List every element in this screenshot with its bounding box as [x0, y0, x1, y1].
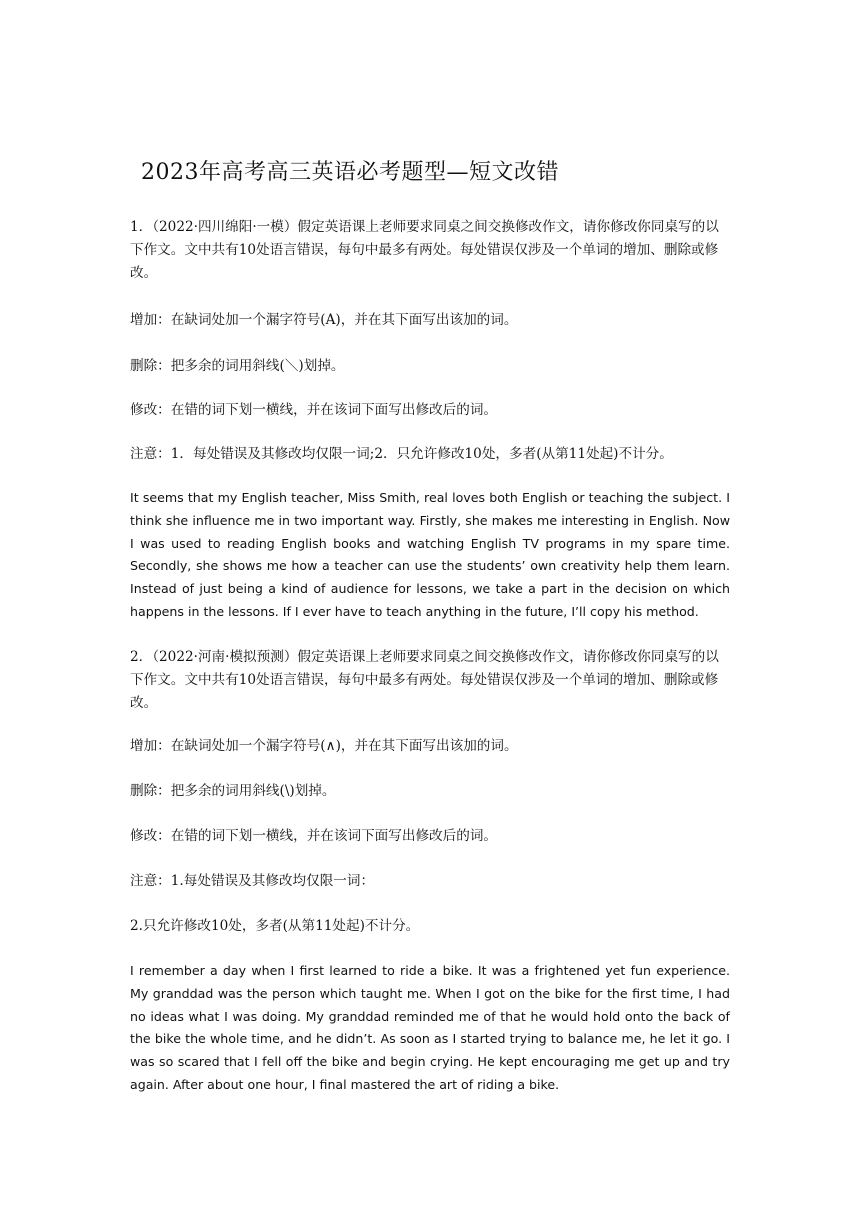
q2-passage: I remember a day when I first learned to ride a bike. It was a frightened yet fun experience. My granddad was the person which taught me. When I got on the bike for the first time, I had no ideas what I was doing. My granddad reminded me of that he would hold onto the back of the bike the whole time, and he didn’t. As soon as I started trying to balance me, he let it go. I was so scared that I fell off the bike and begin crying. He kept encouraging me get up and try again. After about one hour, I final mastered the art of riding a bike.: [130, 963, 730, 1092]
q1-add-rule: 增加：在缺词处加一个漏字符号(A)，并在其下面写出该加的词。: [130, 312, 518, 328]
q1-note: 注意：1．每处错误及其修改均仅限一词;2．只允许修改10处，多者(从第11处起)不计分。: [130, 446, 673, 462]
q1-intro: 1．（2022·四川绵阳·一模）假定英语课上老师要求同桌之间交换修改作文，请你修改你同桌写的以下作文。文中共有10处语言错误，每句中最多有两处。每处错误仅涉及一个单词的增加、删除或修改。: [130, 219, 719, 281]
q1-passage: It seems that my English teacher, Miss Smith, real loves both English or teaching the subject. I think she influence me in two important way. Firstly, she makes me interesting in English. Now I was used to reading English books and watching English TV programs in my spare time. Secondly, she shows me how a teacher can use the students’ own creativity help them learn. Instead of just being a kind of audience for lessons, we take a part in the decision on which happens in the lessons. If I ever have to teach anything in the future, I’ll copy his method.: [130, 490, 730, 619]
q2-add-rule: 增加：在缺词处加一个漏字符号(∧)，并在其下面写出该加的词。: [130, 738, 518, 754]
q2-modify-rule: 修改：在错的词下划一横线，并在该词下面写出修改后的词。: [130, 828, 498, 844]
q2-intro: 2．（2022·河南·模拟预测）假定英语课上老师要求同桌之间交换修改作文，请你修改你同桌写的以下作文。文中共有10处语言错误，每句中最多有两处。每处错误仅涉及一个单词的增加、删除或修改。: [130, 649, 719, 711]
q2-delete-rule: 删除：把多余的词用斜线(\)划掉。: [130, 783, 336, 799]
q1-delete-rule: 删除：把多余的词用斜线(＼)划掉。: [130, 358, 345, 374]
q1-modify-rule: 修改：在错的词下划一横线，并在该词下面写出修改后的词。: [130, 402, 498, 418]
document-title: 2023年高考高三英语必考题型—短文改错: [141, 160, 559, 185]
q2-note-2: 2.只允许修改10处，多者(从第11处起)不计分。: [130, 918, 420, 934]
q2-note-1: 注意：1.每处错误及其修改均仅限一词：: [130, 873, 375, 889]
